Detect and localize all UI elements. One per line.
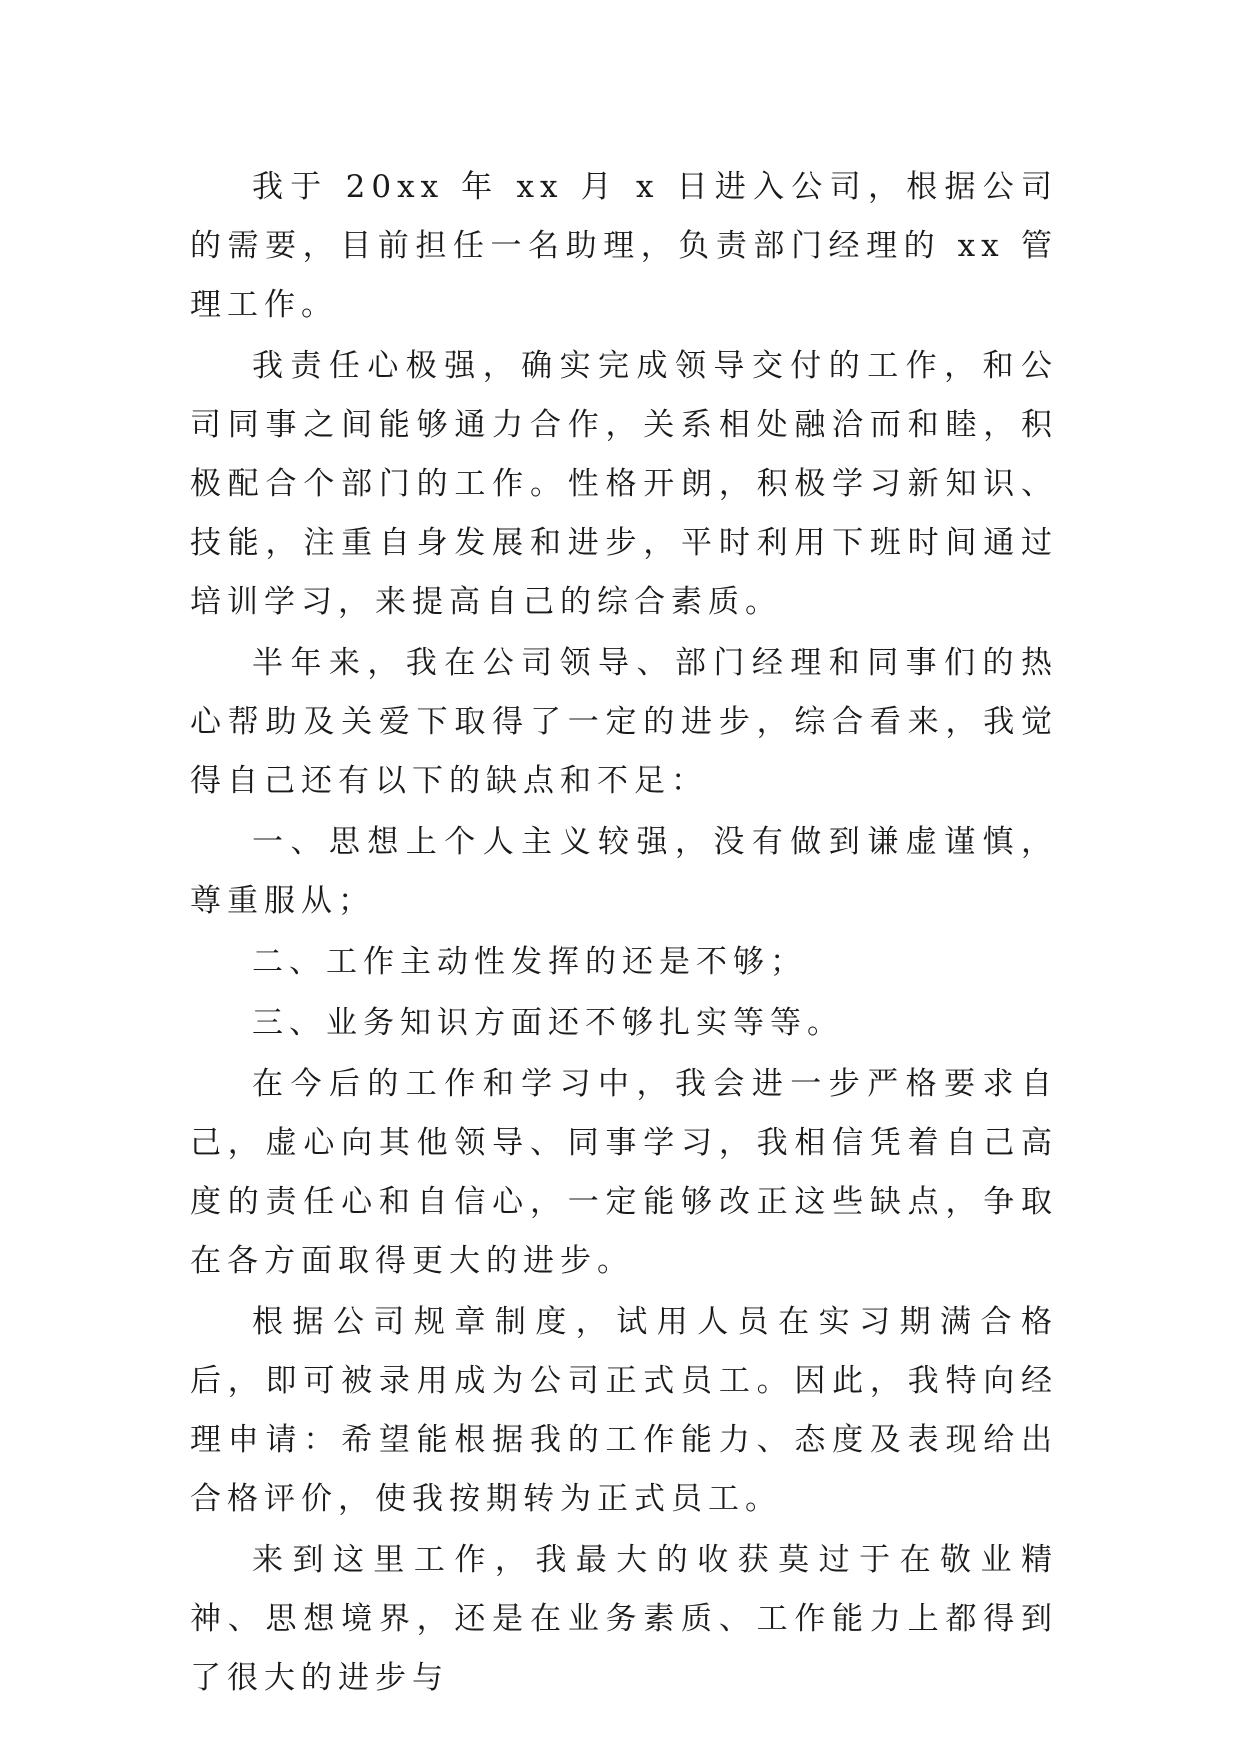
document-body (190, 158, 1058, 1710)
paragraph-shortcoming-2: 二、工作主动性发挥的还是不够； (252, 944, 807, 980)
paragraph-shortcoming-3: 三、业务知识方面还不够扎实等等。 (252, 1005, 844, 1041)
paragraph-entry-date: 我于 20xx 年 xx 月 x 日进入公司，根据公司的需要，目前担任一名助理，负责部门经理的 xx 管理工作。 (190, 169, 1058, 323)
paragraph-application: 根据公司规章制度，试用人员在实习期满合格后，即可被录用成为公司正式员工。因此，我特向经理申请：希望能根据我的工作能力、态度及表现给出合格评价，使我按期转为正式员工。 (190, 1304, 1058, 1517)
paragraph-responsibility: 我责任心极强，确实完成领导交付的工作，和公司同事之间能够通力合作，关系相处融洽而和睦，积极配合个部门的工作。性格开朗，积极学习新知识、技能，注重自身发展和进步，平时利用下班时间通过培训学习，来提高自己的综合素质。 (190, 348, 1058, 620)
paragraph-future-plan: 在今后的工作和学习中，我会进一步严格要求自己，虚心向其他领导、同事学习，我相信凭着自己高度的责任心和自信心，一定能够改正这些缺点，争取在各方面取得更大的进步。 (190, 1066, 1058, 1279)
paragraph-shortcoming-1: 一、思想上个人主义较强，没有做到谦虚谨慎，尊重服从； (190, 824, 1058, 919)
paragraph-half-year-review: 半年来，我在公司领导、部门经理和同事们的热心帮助及关爱下取得了一定的进步，综合看来，我觉得自己还有以下的缺点和不足： (190, 645, 1058, 799)
paragraph-gains: 来到这里工作，我最大的收获莫过于在敬业精神、思想境界，还是在业务素质、工作能力上都得到了很大的进步与 (190, 1542, 1058, 1696)
